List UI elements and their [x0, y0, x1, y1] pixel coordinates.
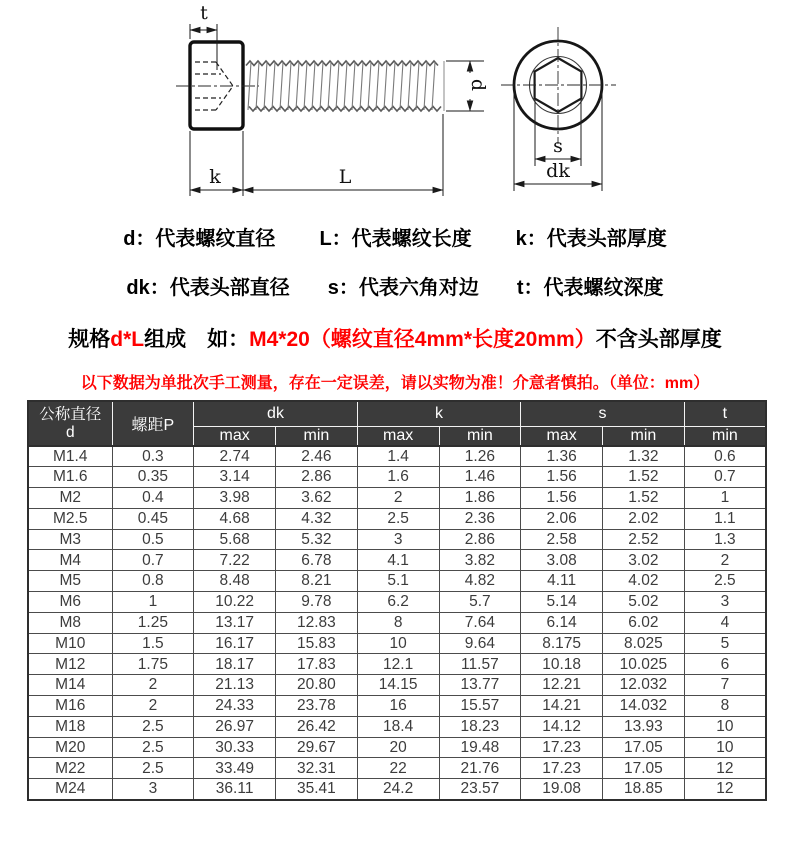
value-cell: 2	[684, 550, 766, 571]
value-cell: 10.025	[603, 654, 685, 675]
table-row	[28, 612, 766, 633]
value-cell: 5.68	[194, 529, 276, 550]
table-row	[28, 467, 766, 488]
header-group-t: t	[684, 401, 766, 426]
value-cell: 0.7	[684, 467, 766, 488]
value-cell: 14.21	[521, 696, 603, 717]
value-cell: 4.11	[521, 571, 603, 592]
value-cell: 3.02	[603, 550, 685, 571]
table-row	[28, 529, 766, 550]
size-cell: M1.4	[28, 446, 112, 467]
value-cell: 2.5	[112, 716, 194, 737]
dim-label-dk: dk	[546, 160, 570, 182]
value-cell: 1.75	[112, 654, 194, 675]
value-cell: 4.82	[439, 571, 521, 592]
value-cell: 3.98	[194, 488, 276, 509]
value-cell: 26.97	[194, 716, 276, 737]
subheader-dk-max: max	[194, 426, 276, 446]
value-cell: 29.67	[276, 737, 358, 758]
value-cell: 2.46	[276, 446, 358, 467]
value-cell: 7.64	[439, 612, 521, 633]
table-row	[28, 779, 766, 800]
thread-shaft	[246, 61, 441, 111]
dim-label-L: L	[338, 166, 352, 188]
value-cell: 1	[112, 592, 194, 613]
value-cell: 2.02	[603, 508, 685, 529]
value-cell: 6.2	[357, 592, 439, 613]
spec-seg-3: 组成 如：	[144, 328, 250, 351]
value-cell: 15.83	[276, 633, 358, 654]
value-cell: 0.7	[112, 550, 194, 571]
legend-item-L: L：代表螺纹长度	[319, 228, 472, 250]
table-row	[28, 737, 766, 758]
value-cell: 1.52	[603, 488, 685, 509]
dim-label-s: s	[553, 135, 563, 157]
value-cell: 10	[684, 716, 766, 737]
table-row	[28, 508, 766, 529]
value-cell: 1.52	[603, 467, 685, 488]
value-cell: 2.5	[112, 737, 194, 758]
value-cell: 12	[684, 779, 766, 800]
table-row	[28, 446, 766, 467]
value-cell: 0.45	[112, 508, 194, 529]
value-cell: 2.5	[684, 571, 766, 592]
value-cell: 12	[684, 758, 766, 779]
legend-item-t: t：代表螺纹深度	[516, 277, 664, 299]
legend-row-1	[0, 222, 790, 251]
value-cell: 5.02	[603, 592, 685, 613]
value-cell: 13.93	[603, 716, 685, 737]
value-cell: 12.1	[357, 654, 439, 675]
value-cell: 33.49	[194, 758, 276, 779]
value-cell: 22	[357, 758, 439, 779]
value-cell: 2.74	[194, 446, 276, 467]
value-cell: 35.41	[276, 779, 358, 800]
value-cell: 3.08	[521, 550, 603, 571]
subheader-s-max: max	[521, 426, 603, 446]
spec-table-header	[28, 401, 766, 446]
value-cell: 23.78	[276, 696, 358, 717]
screw-side-view	[176, 2, 489, 196]
value-cell: 5.32	[276, 529, 358, 550]
value-cell: 4.68	[194, 508, 276, 529]
value-cell: 2.5	[357, 508, 439, 529]
value-cell: 8	[357, 612, 439, 633]
value-cell: 2	[357, 488, 439, 509]
value-cell: 12.83	[276, 612, 358, 633]
value-cell: 1.46	[439, 467, 521, 488]
size-cell: M18	[28, 716, 112, 737]
subheader-k-max: max	[357, 426, 439, 446]
value-cell: 12.21	[521, 675, 603, 696]
value-cell: 21.76	[439, 758, 521, 779]
value-cell: 18.23	[439, 716, 521, 737]
table-row	[28, 592, 766, 613]
size-cell: M12	[28, 654, 112, 675]
value-cell: 0.3	[112, 446, 194, 467]
value-cell: 13.17	[194, 612, 276, 633]
table-row	[28, 696, 766, 717]
legend-item-s: s：代表六角对边	[327, 277, 479, 299]
value-cell: 5.14	[521, 592, 603, 613]
value-cell: 6.02	[603, 612, 685, 633]
value-cell: 20	[357, 737, 439, 758]
value-cell: 5.7	[439, 592, 521, 613]
value-cell: 10	[684, 737, 766, 758]
value-cell: 2.5	[112, 758, 194, 779]
value-cell: 1.56	[521, 467, 603, 488]
table-row	[28, 675, 766, 696]
value-cell: 17.23	[521, 737, 603, 758]
value-cell: 10	[357, 633, 439, 654]
value-cell: 8.025	[603, 633, 685, 654]
value-cell: 0.5	[112, 529, 194, 550]
value-cell: 10.22	[194, 592, 276, 613]
subheader-dk-min: min	[276, 426, 358, 446]
value-cell: 8.21	[276, 571, 358, 592]
value-cell: 1	[684, 488, 766, 509]
value-cell: 10.18	[521, 654, 603, 675]
spec-format-line	[0, 323, 790, 353]
value-cell: 3.82	[439, 550, 521, 571]
header-pitch: 螺距P	[112, 401, 194, 446]
value-cell: 21.13	[194, 675, 276, 696]
value-cell: 17.05	[603, 758, 685, 779]
value-cell: 3	[357, 529, 439, 550]
table-row	[28, 571, 766, 592]
size-cell: M1.6	[28, 467, 112, 488]
value-cell: 2.86	[276, 467, 358, 488]
value-cell: 5	[684, 633, 766, 654]
screw-end-view	[501, 27, 616, 191]
size-cell: M24	[28, 779, 112, 800]
subheader-k-min: min	[439, 426, 521, 446]
header-group-k: k	[357, 401, 521, 426]
value-cell: 2.52	[603, 529, 685, 550]
value-cell: 7.22	[194, 550, 276, 571]
value-cell: 1.32	[603, 446, 685, 467]
value-cell: 3	[112, 779, 194, 800]
value-cell: 3.62	[276, 488, 358, 509]
value-cell: 32.31	[276, 758, 358, 779]
value-cell: 1.1	[684, 508, 766, 529]
size-cell: M14	[28, 675, 112, 696]
value-cell: 1.26	[439, 446, 521, 467]
value-cell: 19.48	[439, 737, 521, 758]
value-cell: 0.8	[112, 571, 194, 592]
value-cell: 11.57	[439, 654, 521, 675]
value-cell: 24.33	[194, 696, 276, 717]
subheader-s-min: min	[603, 426, 685, 446]
value-cell: 1.86	[439, 488, 521, 509]
table-row	[28, 550, 766, 571]
value-cell: 2.58	[521, 529, 603, 550]
value-cell: 16	[357, 696, 439, 717]
table-row	[28, 758, 766, 779]
value-cell: 19.08	[521, 779, 603, 800]
table-row	[28, 633, 766, 654]
spec-seg-4: M4*20（螺纹直径4mm*长度20mm）	[249, 328, 596, 351]
header-group-s: s	[521, 401, 685, 426]
header-group-dk: dk	[194, 401, 358, 426]
size-cell: M2.5	[28, 508, 112, 529]
size-cell: M22	[28, 758, 112, 779]
value-cell: 8	[684, 696, 766, 717]
value-cell: 8.48	[194, 571, 276, 592]
size-cell: M5	[28, 571, 112, 592]
value-cell: 7	[684, 675, 766, 696]
size-cell: M8	[28, 612, 112, 633]
value-cell: 1.4	[357, 446, 439, 467]
value-cell: 14.12	[521, 716, 603, 737]
table-row	[28, 654, 766, 675]
value-cell: 4.1	[357, 550, 439, 571]
value-cell: 14.15	[357, 675, 439, 696]
value-cell: 4.02	[603, 571, 685, 592]
legend-item-k: k：代表头部厚度	[515, 228, 667, 250]
value-cell: 16.17	[194, 633, 276, 654]
value-cell: 9.64	[439, 633, 521, 654]
value-cell: 3.14	[194, 467, 276, 488]
size-cell: M6	[28, 592, 112, 613]
legend-item-dk: dk：代表头部直径	[126, 277, 290, 299]
legend-row-2	[0, 271, 790, 300]
value-cell: 9.78	[276, 592, 358, 613]
size-cell: M3	[28, 529, 112, 550]
legend-item-d: d：代表螺纹直径	[123, 228, 276, 250]
dim-label-t: t	[200, 2, 208, 24]
value-cell: 18.17	[194, 654, 276, 675]
value-cell: 3	[684, 592, 766, 613]
dim-label-k: k	[209, 166, 221, 188]
value-cell: 26.42	[276, 716, 358, 737]
table-row	[28, 716, 766, 737]
size-cell: M4	[28, 550, 112, 571]
value-cell: 18.85	[603, 779, 685, 800]
value-cell: 2.86	[439, 529, 521, 550]
value-cell: 1.5	[112, 633, 194, 654]
header-nominal-diameter: 公称直径 d	[28, 401, 112, 446]
value-cell: 4.32	[276, 508, 358, 529]
value-cell: 13.77	[439, 675, 521, 696]
spec-seg-1: 规格	[68, 328, 111, 351]
size-cell: M10	[28, 633, 112, 654]
subheader-t-min: min	[684, 426, 766, 446]
size-cell: M2	[28, 488, 112, 509]
value-cell: 1.56	[521, 488, 603, 509]
size-cell: M20	[28, 737, 112, 758]
value-cell: 1.36	[521, 446, 603, 467]
value-cell: 8.175	[521, 633, 603, 654]
value-cell: 17.83	[276, 654, 358, 675]
value-cell: 2.36	[439, 508, 521, 529]
spec-seg-2: d*L	[110, 328, 145, 351]
value-cell: 1.25	[112, 612, 194, 633]
value-cell: 17.05	[603, 737, 685, 758]
spec-table-body	[28, 446, 766, 800]
value-cell: 0.4	[112, 488, 194, 509]
value-cell: 23.57	[439, 779, 521, 800]
value-cell: 1.6	[357, 467, 439, 488]
value-cell: 2.06	[521, 508, 603, 529]
value-cell: 30.33	[194, 737, 276, 758]
value-cell: 24.2	[357, 779, 439, 800]
value-cell: 6	[684, 654, 766, 675]
measurement-disclaimer: 以下数据为单批次手工测量，存在一定误差，请以实物为准！介意者慎拍。（单位：mm）	[80, 375, 710, 392]
value-cell: 15.57	[439, 696, 521, 717]
value-cell: 36.11	[194, 779, 276, 800]
value-cell: 0.6	[684, 446, 766, 467]
value-cell: 4	[684, 612, 766, 633]
value-cell: 17.23	[521, 758, 603, 779]
value-cell: 6.78	[276, 550, 358, 571]
value-cell: 14.032	[603, 696, 685, 717]
value-cell: 12.032	[603, 675, 685, 696]
value-cell: 1.3	[684, 529, 766, 550]
value-cell: 2	[112, 696, 194, 717]
value-cell: 2	[112, 675, 194, 696]
technical-drawing	[0, 0, 790, 214]
value-cell: 6.14	[521, 612, 603, 633]
size-cell: M16	[28, 696, 112, 717]
spec-table	[27, 400, 767, 801]
spec-seg-5: 不含头部厚度	[595, 328, 722, 351]
value-cell: 20.80	[276, 675, 358, 696]
value-cell: 0.35	[112, 467, 194, 488]
value-cell: 5.1	[357, 571, 439, 592]
dim-label-d: d	[467, 78, 489, 92]
table-row	[28, 488, 766, 509]
value-cell: 18.4	[357, 716, 439, 737]
